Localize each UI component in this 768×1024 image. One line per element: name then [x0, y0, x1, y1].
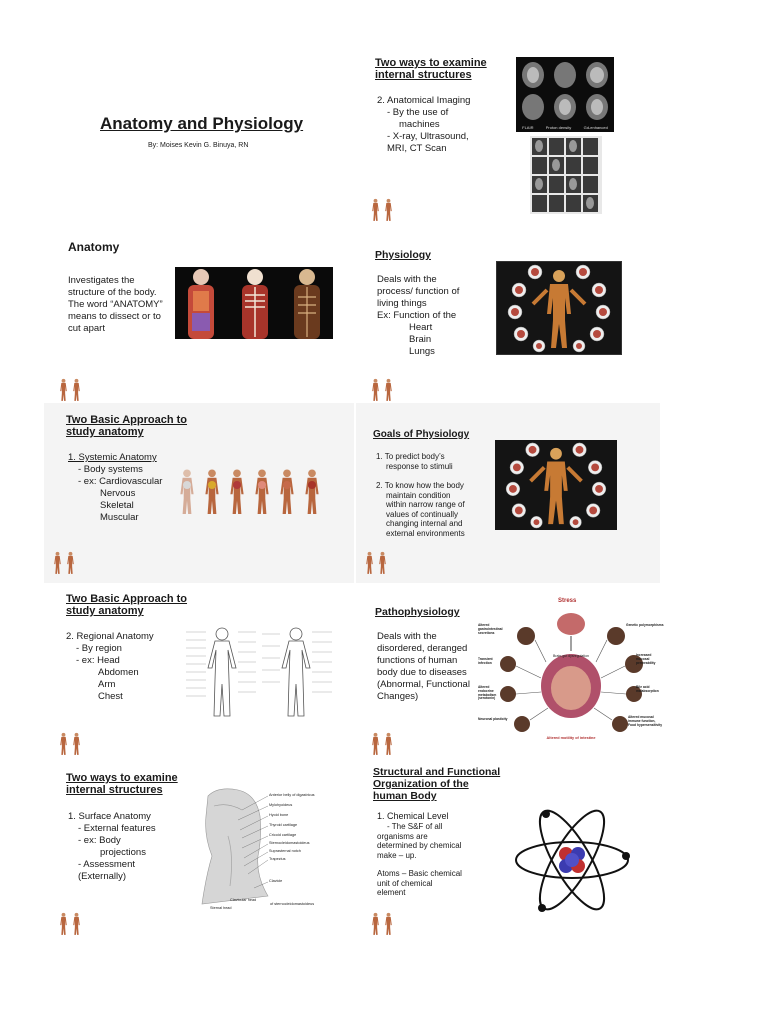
body-line: Atoms – Basic chemical: [377, 869, 462, 878]
body-line: Chest: [98, 691, 123, 702]
neck-label: Trapezius: [269, 857, 286, 861]
slide-structural-functional-organization: [362, 764, 668, 944]
body-line: Changes): [377, 691, 419, 702]
body-line: maintain condition: [386, 490, 451, 500]
body-line: 1. To predict body’s: [376, 452, 445, 461]
body-line: - ex: Cardiovascular: [78, 476, 163, 487]
diagram-label: Transient infection: [478, 657, 493, 665]
slide-title-text: [66, 414, 187, 438]
neck-surface-anatomy-image: [198, 786, 338, 914]
body-line: - Assessment: [78, 859, 136, 870]
title-line-2: study anatomy: [66, 426, 144, 438]
neck-label: Hyoid bone: [269, 813, 289, 817]
slide-body: [376, 452, 465, 538]
body-line: - By the use of: [387, 107, 449, 118]
diagram-label-bottom: Altered motility of intestine: [546, 736, 596, 740]
slide-body: [68, 452, 162, 524]
neck-label: Sternocleidomastoideus: [269, 841, 310, 845]
body-figures-logo-icon: [370, 378, 396, 402]
ibs-pathophysiology-diagram: [478, 596, 664, 754]
diagram-label: Altered mucosal immune function, Food hypersensitivity: [628, 715, 663, 727]
slide-title-text: [66, 772, 178, 796]
neck-label: Clavicle: [269, 879, 283, 883]
slide-goals-of-physiology: [356, 403, 660, 583]
body-line: - ex: Head: [76, 655, 120, 666]
neck-label: Cricoid cartilage: [269, 833, 297, 837]
body-figures-logo-icon: [58, 732, 84, 756]
neck-label: Suprasternal notch: [269, 849, 301, 853]
neck-label: Clavicular head: [230, 898, 257, 902]
mri-scans-image: [516, 57, 614, 132]
body-line: Lungs: [409, 346, 435, 357]
body-line: Deals with the: [377, 631, 437, 642]
body-line: means to dissect or to: [68, 311, 161, 322]
title-line-1: Two ways to examine: [66, 772, 178, 784]
body-line: MRI, CT Scan: [387, 143, 447, 154]
body-line: - External features: [78, 823, 156, 834]
title-line-2: Organization of the: [373, 778, 469, 790]
slide-systemic-anatomy: [44, 403, 354, 583]
title-line-2: internal structures: [66, 784, 163, 796]
body-line: disordered, deranged: [377, 643, 468, 654]
body-line: 2. Anatomical Imaging: [377, 95, 471, 106]
body-line: element: [377, 888, 406, 897]
title-line-2: internal structures: [375, 69, 472, 81]
body-line: Investigates the: [68, 275, 135, 286]
body-line: Ex: Function of the: [377, 310, 457, 321]
body-systems-image: [174, 459, 324, 525]
body-line: Arm: [98, 679, 116, 690]
body-line: 1. Systemic Anatomy: [68, 452, 157, 463]
body-line: 1. Chemical Level: [377, 811, 449, 821]
body-line: - By region: [76, 643, 122, 654]
diagram-label: Increased mucosal permeability: [636, 653, 656, 665]
document-title: Anatomy and Physiology: [100, 114, 304, 133]
slide-title-text: [373, 766, 500, 802]
slide-title-text: Anatomy: [68, 240, 120, 254]
slide-body: [377, 631, 470, 703]
diagram-label: Bile acid malabsorption: [636, 685, 659, 693]
body-line: Nervous: [100, 488, 136, 499]
diagram-label: Altered endocrine metabolism (serotonin): [478, 685, 497, 701]
body-line: projections: [100, 847, 146, 858]
title-line-1: Two ways to examine: [375, 57, 487, 69]
body-figures-logo-icon: [364, 551, 390, 575]
body-line: (Externally): [78, 871, 127, 882]
slide-title-text: Pathophysiology: [375, 606, 460, 618]
slide-title: [50, 50, 356, 230]
body-line: machines: [399, 119, 440, 130]
body-line: values of continually: [386, 509, 459, 519]
slide-regional-anatomy: [50, 584, 356, 764]
xray-grid-image: [530, 136, 602, 214]
slide-anatomical-imaging: [362, 50, 668, 230]
mri-label: Gd-enhanced: [583, 125, 608, 130]
body-line: living things: [377, 298, 427, 309]
body-line: 2. To know how the body: [376, 481, 464, 490]
body-line: Muscular: [100, 512, 139, 523]
title-line-2: study anatomy: [66, 605, 144, 617]
body-line: make – up.: [377, 850, 417, 860]
title-line-1: Structural and Functional: [373, 766, 501, 778]
body-line: - The S&F of all: [387, 822, 443, 831]
body-line: cut apart: [68, 323, 105, 334]
body-line: Deals with the: [377, 274, 437, 285]
body-line: Abdomen: [98, 667, 139, 678]
slide-body: [66, 631, 154, 703]
body-line: organisms are: [377, 831, 428, 841]
diagram-label-stress: Stress: [558, 598, 577, 604]
body-figures-logo-icon: [370, 732, 396, 756]
body-line: structure of the body.: [68, 287, 157, 298]
body-line: functions of human: [377, 655, 458, 666]
neck-label: Mylohyoideus: [269, 803, 293, 807]
physiology-organs-image: [495, 440, 617, 530]
neck-label: Thyroid cartilage: [269, 823, 298, 827]
body-line: (Abnormal, Functional: [377, 679, 470, 690]
body-line: within narrow range of: [386, 500, 465, 509]
slide-physiology: [362, 230, 668, 410]
diagram-label: Neuronal plasticity: [478, 717, 508, 721]
body-line: determined by chemical: [377, 841, 462, 850]
body-line: external environments: [386, 528, 465, 538]
body-line: - X-ray, Ultrasound,: [387, 131, 469, 142]
body-figures-logo-icon: [370, 198, 396, 222]
body-line: unit of chemical: [377, 878, 433, 888]
slide-title-text: Physiology: [375, 249, 432, 261]
body-line: Brain: [409, 334, 432, 345]
body-figures-logo-icon: [58, 912, 84, 936]
title-line-1: Two Basic Approach to: [66, 593, 188, 605]
body-line: body due to diseases: [377, 667, 467, 678]
body-line: 1. Surface Anatomy: [68, 811, 151, 822]
body-line: changing internal and: [386, 519, 463, 528]
body-line: Heart: [409, 322, 433, 333]
slide-pathophysiology: [362, 584, 668, 764]
body-line: Skeletal: [100, 500, 134, 511]
author-line: By: Moises Kevin G. Binuya, RN: [148, 142, 249, 149]
slide-body: [68, 811, 156, 883]
slide-surface-anatomy: [50, 764, 356, 944]
body-line: - ex: Body: [78, 835, 121, 846]
slide-title-text: [375, 57, 487, 81]
slide-body: [377, 811, 462, 898]
atom-model-icon: [512, 790, 632, 930]
physiology-organs-image: [496, 261, 622, 355]
diagram-label: Genetic polymorphisms: [626, 623, 664, 627]
body-line: 2. Regional Anatomy: [66, 631, 154, 642]
slide-body: [377, 274, 459, 358]
body-line: - Body systems: [78, 464, 143, 475]
neck-label: of sternocleidomastoideus: [270, 902, 315, 906]
slide-body: [377, 95, 470, 155]
diagram-label: Altered gastrointestinal secretions: [478, 623, 503, 635]
mri-label: FLAIR: [522, 125, 534, 130]
slide-anatomy: [50, 230, 356, 410]
title-line-3: human Body: [373, 790, 437, 802]
title-line-1: Two Basic Approach to: [66, 414, 188, 426]
body-figures-logo-icon: [58, 378, 84, 402]
body-figures-logo-icon: [370, 912, 396, 936]
slide-title-text: Goals of Physiology: [373, 429, 470, 440]
body-line: response to stimuli: [386, 461, 453, 471]
mri-label: Proton density: [545, 125, 572, 130]
slide-body: [68, 275, 163, 335]
body-line: The word “ANATOMY”: [68, 299, 163, 310]
body-figures-logo-icon: [52, 551, 78, 575]
slide-title-text: [66, 593, 187, 617]
body-line: process/ function of: [377, 286, 460, 297]
anatomy-bodies-image: [175, 267, 333, 339]
body-regions-diagram: [184, 624, 334, 720]
neck-label: Anterior belly of digastricus: [269, 793, 315, 797]
neck-label: Sternal head: [210, 906, 232, 910]
diagram-label-core: Brain-gut dysregulation: [553, 654, 589, 658]
